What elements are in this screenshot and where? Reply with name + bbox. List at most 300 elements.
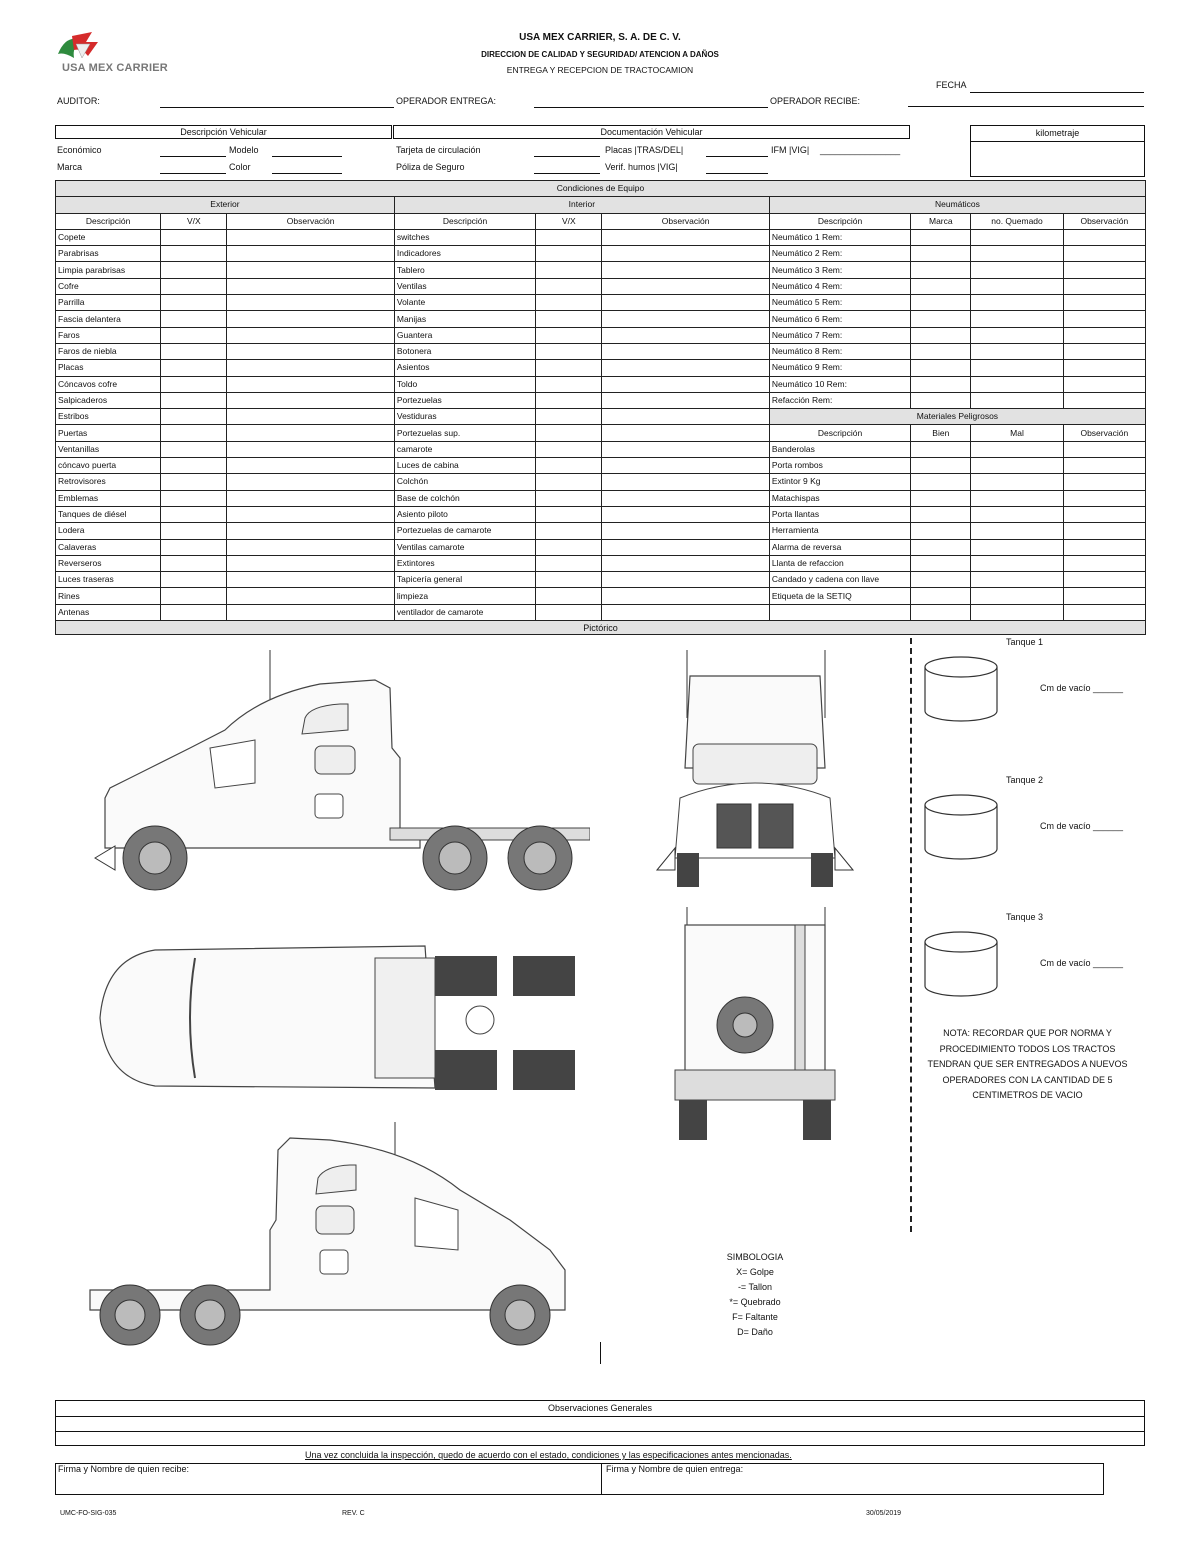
exterior-obs-cell[interactable]: [227, 295, 394, 311]
interior-obs-cell[interactable]: [602, 229, 769, 245]
observaciones-box[interactable]: [55, 1400, 1145, 1446]
exterior-obs-cell[interactable]: [227, 360, 394, 376]
exterior-obs-cell[interactable]: [227, 327, 394, 343]
interior-obs-cell[interactable]: [602, 246, 769, 262]
neumatico-obs-cell[interactable]: [1063, 229, 1145, 245]
simbologia-block: [700, 1250, 810, 1340]
neumatico-obs-cell[interactable]: [1063, 246, 1145, 262]
color-label: Color: [229, 162, 251, 172]
col-descripcion: Descripción: [769, 425, 910, 441]
interior-obs-cell[interactable]: [602, 523, 769, 539]
tank-label: Tanque 3: [1006, 912, 1044, 922]
fecha-line-2: [908, 106, 1144, 107]
exterior-obs-cell[interactable]: [227, 278, 394, 294]
exterior-obs-cell[interactable]: [227, 262, 394, 278]
interior-vx-cell[interactable]: [536, 360, 602, 376]
exterior-vx-cell[interactable]: [161, 572, 227, 588]
material-mal-cell[interactable]: [971, 539, 1063, 555]
auditor-field[interactable]: [160, 107, 394, 108]
exterior-vx-cell[interactable]: [161, 425, 227, 441]
condition-row: [56, 555, 1146, 571]
tank-cm-vacio-field[interactable]: Cm de vacío ______: [1040, 821, 1124, 831]
neumatico-quemado-cell[interactable]: [971, 246, 1063, 262]
exterior-item: cóncavo puerta: [56, 458, 161, 474]
interior-obs-cell[interactable]: [602, 343, 769, 359]
placas-field[interactable]: [706, 156, 768, 157]
interior-vx-cell[interactable]: [536, 588, 602, 604]
interior-obs-cell[interactable]: [602, 474, 769, 490]
neumatico-quemado-cell[interactable]: [971, 262, 1063, 278]
exterior-vx-cell[interactable]: [161, 441, 227, 457]
neumatico-obs-cell[interactable]: [1063, 360, 1145, 376]
exterior-vx-cell[interactable]: [161, 311, 227, 327]
neumatico-marca-cell[interactable]: [911, 295, 971, 311]
neumatico-obs-cell[interactable]: [1063, 327, 1145, 343]
neumatico-quemado-cell[interactable]: [971, 295, 1063, 311]
col-mal: Mal: [971, 425, 1063, 441]
material-empty-cell[interactable]: [1063, 604, 1145, 620]
material-bien-cell[interactable]: [911, 539, 971, 555]
neumatico-obs-cell[interactable]: [1063, 262, 1145, 278]
condition-row: [56, 458, 1146, 474]
material-item: Etiqueta de la SETIQ: [769, 588, 910, 604]
exterior-obs-cell[interactable]: [227, 490, 394, 506]
company-name: USA MEX CARRIER, S. A. DE C. V.: [519, 32, 681, 43]
neumatico-obs-cell[interactable]: [1063, 376, 1145, 392]
tank-cm-vacio-field[interactable]: Cm de vacío ______: [1040, 958, 1124, 968]
interior-item: Guantera: [394, 327, 535, 343]
interior-vx-cell[interactable]: [536, 246, 602, 262]
marca-field[interactable]: [160, 173, 226, 174]
exterior-obs-cell[interactable]: [227, 458, 394, 474]
neumatico-item: Neumático 3 Rem:: [769, 262, 910, 278]
exterior-obs-cell[interactable]: [227, 425, 394, 441]
interior-obs-cell[interactable]: [602, 409, 769, 425]
interior-obs-cell[interactable]: [602, 506, 769, 522]
interior-item: Asientos: [394, 360, 535, 376]
simbologia-item: *= Quebrado: [729, 1297, 781, 1307]
interior-vx-cell[interactable]: [536, 409, 602, 425]
observaciones-title: Observaciones Generales: [56, 1401, 1144, 1417]
interior-obs-cell[interactable]: [602, 572, 769, 588]
material-bien-cell[interactable]: [911, 458, 971, 474]
interior-obs-cell[interactable]: [602, 278, 769, 294]
material-empty-cell[interactable]: [911, 604, 971, 620]
interior-item: switches: [394, 229, 535, 245]
condition-row: [56, 490, 1146, 506]
neumaticos-header: Neumáticos: [769, 197, 1145, 213]
col-observacion: Observación: [1063, 425, 1145, 441]
material-mal-cell[interactable]: [971, 506, 1063, 522]
col-observacion: Observación: [1063, 213, 1145, 229]
interior-item: Asiento piloto: [394, 506, 535, 522]
interior-vx-cell[interactable]: [536, 458, 602, 474]
material-item: Matachispas: [769, 490, 910, 506]
neumatico-item: Neumático 4 Rem:: [769, 278, 910, 294]
interior-vx-cell[interactable]: [536, 441, 602, 457]
exterior-obs-cell[interactable]: [227, 311, 394, 327]
exterior-vx-cell[interactable]: [161, 506, 227, 522]
exterior-item: Faros de niebla: [56, 343, 161, 359]
interior-vx-cell[interactable]: [536, 278, 602, 294]
col-marca: Marca: [911, 213, 971, 229]
interior-vx-cell[interactable]: [536, 392, 602, 408]
neumatico-obs-cell[interactable]: [1063, 392, 1145, 408]
exterior-obs-cell[interactable]: [227, 392, 394, 408]
exterior-vx-cell[interactable]: [161, 343, 227, 359]
exterior-obs-cell[interactable]: [227, 506, 394, 522]
condition-row: [56, 474, 1146, 490]
neumatico-marca-cell[interactable]: [911, 327, 971, 343]
neumatico-marca-cell[interactable]: [911, 360, 971, 376]
neumatico-item: Neumático 2 Rem:: [769, 246, 910, 262]
neumatico-obs-cell[interactable]: [1063, 295, 1145, 311]
tarjeta-label: Tarjeta de circulación: [396, 145, 481, 155]
verif-label: Verif. humos |VIG|: [605, 162, 678, 172]
condition-row: [56, 523, 1146, 539]
conditions-title: Condiciones de Equipo: [56, 181, 1146, 197]
color-field[interactable]: [272, 173, 342, 174]
material-item: Porta llantas: [769, 506, 910, 522]
interior-obs-cell[interactable]: [602, 588, 769, 604]
material-bien-cell[interactable]: [911, 572, 971, 588]
neumatico-marca-cell[interactable]: [911, 246, 971, 262]
material-obs-cell[interactable]: [1063, 506, 1145, 522]
interior-obs-cell[interactable]: [602, 311, 769, 327]
interior-vx-cell[interactable]: [536, 523, 602, 539]
interior-obs-cell[interactable]: [602, 539, 769, 555]
interior-vx-cell[interactable]: [536, 604, 602, 620]
neumatico-quemado-cell[interactable]: [971, 376, 1063, 392]
col-descripcion: Descripción: [394, 213, 535, 229]
material-mal-cell[interactable]: [971, 523, 1063, 539]
condition-row: [56, 588, 1146, 604]
exterior-vx-cell[interactable]: [161, 295, 227, 311]
material-obs-cell[interactable]: [1063, 490, 1145, 506]
exterior-vx-cell[interactable]: [161, 523, 227, 539]
observaciones-line[interactable]: [56, 1417, 1144, 1432]
interior-vx-cell[interactable]: [536, 555, 602, 571]
material-item: Alarma de reversa: [769, 539, 910, 555]
material-item: Herramienta: [769, 523, 910, 539]
exterior-obs-cell[interactable]: [227, 409, 394, 425]
material-obs-cell[interactable]: [1063, 555, 1145, 571]
interior-vx-cell[interactable]: [536, 474, 602, 490]
interior-item: Portezuelas de camarote: [394, 523, 535, 539]
firma-recibe-field[interactable]: [56, 1464, 602, 1494]
form-date: 30/05/2019: [866, 1510, 902, 1517]
tarjeta-field[interactable]: [534, 156, 600, 157]
neumatico-marca-cell[interactable]: [911, 229, 971, 245]
poliza-field[interactable]: [534, 173, 600, 174]
exterior-item: Cofre: [56, 278, 161, 294]
exterior-vx-cell[interactable]: [161, 392, 227, 408]
interior-item: Manijas: [394, 311, 535, 327]
interior-vx-cell[interactable]: [536, 295, 602, 311]
exterior-obs-cell[interactable]: [227, 604, 394, 620]
desc-vehicular-title: Descripción Vehicular: [55, 125, 392, 139]
material-obs-cell[interactable]: [1063, 523, 1145, 539]
material-bien-cell[interactable]: [911, 523, 971, 539]
interior-vx-cell[interactable]: [536, 376, 602, 392]
neumatico-item: Refacción Rem:: [769, 392, 910, 408]
exterior-vx-cell[interactable]: [161, 588, 227, 604]
interior-item: limpieza: [394, 588, 535, 604]
neumatico-obs-cell[interactable]: [1063, 278, 1145, 294]
neumatico-item: Neumático 1 Rem:: [769, 229, 910, 245]
form-code: UMC-FO-SIG-035: [60, 1510, 117, 1517]
verif-field[interactable]: [706, 173, 768, 174]
interior-obs-cell[interactable]: [602, 376, 769, 392]
interior-obs-cell[interactable]: [602, 327, 769, 343]
exterior-vx-cell[interactable]: [161, 604, 227, 620]
neumatico-item: Neumático 7 Rem:: [769, 327, 910, 343]
neumatico-item: Neumático 8 Rem:: [769, 343, 910, 359]
interior-obs-cell[interactable]: [602, 555, 769, 571]
interior-header: Interior: [394, 197, 769, 213]
exterior-obs-cell[interactable]: [227, 229, 394, 245]
col-observacion: Observación: [227, 213, 394, 229]
truck-side-view-right: [80, 1120, 580, 1350]
firma-entrega-field[interactable]: [606, 1464, 743, 1474]
exterior-item: Cóncavos cofre: [56, 376, 161, 392]
material-obs-cell[interactable]: [1063, 539, 1145, 555]
interior-obs-cell[interactable]: [602, 360, 769, 376]
form-revision: REV. C: [342, 1510, 365, 1517]
placas-label: Placas |TRAS/DEL|: [605, 145, 684, 155]
truck-side-view-left: [90, 648, 590, 893]
exterior-obs-cell[interactable]: [227, 539, 394, 555]
material-item: Extintor 9 Kg: [769, 474, 910, 490]
col-bien: Bien: [911, 425, 971, 441]
neumatico-quemado-cell[interactable]: [971, 360, 1063, 376]
interior-item: Luces de cabina: [394, 458, 535, 474]
condition-row: [56, 262, 1146, 278]
economico-field[interactable]: [160, 156, 226, 157]
condition-row: [56, 246, 1146, 262]
interior-vx-cell[interactable]: [536, 490, 602, 506]
material-bien-cell[interactable]: [911, 506, 971, 522]
interior-obs-cell[interactable]: [602, 392, 769, 408]
simbologia-item: X= Golpe: [736, 1267, 774, 1277]
exterior-item: Faros: [56, 327, 161, 343]
col-observacion: Observación: [602, 213, 769, 229]
interior-obs-cell[interactable]: [602, 262, 769, 278]
firma-entrega-label: Firma y Nombre de quien entrega:: [606, 1464, 744, 1474]
condition-row: [56, 360, 1146, 376]
material-bien-cell[interactable]: [911, 588, 971, 604]
modelo-field[interactable]: [272, 156, 342, 157]
interior-vx-cell[interactable]: [536, 327, 602, 343]
interior-vx-cell[interactable]: [536, 572, 602, 588]
exterior-obs-cell[interactable]: [227, 588, 394, 604]
exterior-item: Estribos: [56, 409, 161, 425]
neumatico-marca-cell[interactable]: [911, 278, 971, 294]
interior-item: Base de colchón: [394, 490, 535, 506]
interior-vx-cell[interactable]: [536, 262, 602, 278]
neumatico-quemado-cell[interactable]: [971, 278, 1063, 294]
modelo-label: Modelo: [229, 145, 259, 155]
condition-row: [56, 327, 1146, 343]
simbologia-title: SIMBOLOGIA: [726, 1252, 784, 1262]
interior-obs-cell[interactable]: [602, 295, 769, 311]
exterior-item: Tanques de diésel: [56, 506, 161, 522]
department-name: DIRECCION DE CALIDAD Y SEGURIDAD/ ATENCION A DAÑOS: [481, 50, 719, 59]
neumatico-marca-cell[interactable]: [911, 376, 971, 392]
exterior-obs-cell[interactable]: [227, 555, 394, 571]
truck-front-view: [655, 648, 855, 893]
marca-label: Marca: [57, 162, 83, 172]
interior-obs-cell[interactable]: [602, 441, 769, 457]
material-obs-cell[interactable]: [1063, 588, 1145, 604]
interior-item: Ventilas camarote: [394, 539, 535, 555]
col-quemado: no. Quemado: [971, 213, 1063, 229]
simbologia-item: -= Tallon: [737, 1282, 773, 1292]
exterior-item: Limpia parabrisas: [56, 262, 161, 278]
firma-recibe-label: Firma y Nombre de quien recibe:: [58, 1464, 190, 1474]
exterior-item: Emblemas: [56, 490, 161, 506]
material-mal-cell[interactable]: [971, 441, 1063, 457]
neumatico-obs-cell[interactable]: [1063, 343, 1145, 359]
tank-cm-vacio-field[interactable]: Cm de vacío ______: [1040, 683, 1124, 693]
material-item: Candado y cadena con llave: [769, 572, 910, 588]
exterior-vx-cell[interactable]: [161, 458, 227, 474]
neumatico-quemado-cell[interactable]: [971, 311, 1063, 327]
agreement-text: Una vez concluida la inspección, quedo de acuerdo con el estado, condiciones y las especificaciones antes mencionadas.: [305, 1450, 792, 1460]
exterior-vx-cell[interactable]: [161, 539, 227, 555]
interior-obs-cell[interactable]: [602, 490, 769, 506]
condition-row: [56, 506, 1146, 522]
exterior-obs-cell[interactable]: [227, 572, 394, 588]
neumatico-marca-cell[interactable]: [911, 392, 971, 408]
material-bien-cell[interactable]: [911, 441, 971, 457]
exterior-item: Retrovisores: [56, 474, 161, 490]
exterior-vx-cell[interactable]: [161, 409, 227, 425]
exterior-header: Exterior: [56, 197, 395, 213]
interior-item: ventilador de camarote: [394, 604, 535, 620]
truck-top-view: [95, 938, 595, 1098]
operador-entrega-field[interactable]: [534, 107, 768, 108]
condition-row: [56, 409, 1146, 425]
exterior-item: Puertas: [56, 425, 161, 441]
exterior-vx-cell[interactable]: [161, 246, 227, 262]
col-vx: V/X: [161, 213, 227, 229]
exterior-item: Placas: [56, 360, 161, 376]
exterior-vx-cell[interactable]: [161, 360, 227, 376]
pictorico-separator: [910, 638, 912, 1232]
material-mal-cell[interactable]: [971, 555, 1063, 571]
exterior-obs-cell[interactable]: [227, 474, 394, 490]
interior-item: Ventilas: [394, 278, 535, 294]
interior-vx-cell[interactable]: [536, 311, 602, 327]
material-obs-cell[interactable]: [1063, 572, 1145, 588]
interior-vx-cell[interactable]: [536, 425, 602, 441]
exterior-vx-cell[interactable]: [161, 229, 227, 245]
col-descripcion: Descripción: [769, 213, 910, 229]
exterior-vx-cell[interactable]: [161, 490, 227, 506]
neumatico-quemado-cell[interactable]: [971, 327, 1063, 343]
condition-row: [56, 278, 1146, 294]
material-empty-cell[interactable]: [971, 604, 1063, 620]
material-bien-cell[interactable]: [911, 474, 971, 490]
interior-vx-cell[interactable]: [536, 229, 602, 245]
tank-cylinder-icon: [922, 653, 1000, 725]
ifm-field[interactable]: ________________: [820, 145, 901, 155]
material-obs-cell[interactable]: [1063, 441, 1145, 457]
condition-row: [56, 539, 1146, 555]
material-mal-cell[interactable]: [971, 490, 1063, 506]
exterior-vx-cell[interactable]: [161, 278, 227, 294]
exterior-item: Salpicaderos: [56, 392, 161, 408]
nota-line: TENDRAN QUE SER ENTREGADOS A NUEVOS: [927, 1059, 1128, 1069]
material-empty-cell[interactable]: [769, 604, 910, 620]
material-mal-cell[interactable]: [971, 588, 1063, 604]
exterior-vx-cell[interactable]: [161, 555, 227, 571]
exterior-obs-cell[interactable]: [227, 523, 394, 539]
exterior-vx-cell[interactable]: [161, 376, 227, 392]
exterior-obs-cell[interactable]: [227, 343, 394, 359]
truck-rear-view: [655, 905, 855, 1150]
condition-row: [56, 343, 1146, 359]
interior-vx-cell[interactable]: [536, 506, 602, 522]
interior-obs-cell[interactable]: [602, 458, 769, 474]
material-mal-cell[interactable]: [971, 474, 1063, 490]
economico-label: Económico: [57, 145, 102, 155]
exterior-item: Rines: [56, 588, 161, 604]
material-bien-cell[interactable]: [911, 490, 971, 506]
nota-line: NOTA: RECORDAR QUE POR NORMA Y: [943, 1028, 1112, 1038]
conditions-table: [55, 180, 1146, 621]
exterior-obs-cell[interactable]: [227, 376, 394, 392]
neumatico-obs-cell[interactable]: [1063, 311, 1145, 327]
material-mal-cell[interactable]: [971, 458, 1063, 474]
nota-line: OPERADORES CON LA CANTIDAD DE 5: [942, 1074, 1113, 1085]
fecha-field[interactable]: [970, 92, 1144, 93]
exterior-item: Fascia delantera: [56, 311, 161, 327]
exterior-item: Calaveras: [56, 539, 161, 555]
interior-vx-cell[interactable]: [536, 343, 602, 359]
material-item: Llanta de refaccion: [769, 555, 910, 571]
exterior-obs-cell[interactable]: [227, 246, 394, 262]
nota-line: PROCEDIMIENTO TODOS LOS TRACTOS: [939, 1043, 1116, 1054]
neumatico-marca-cell[interactable]: [911, 311, 971, 327]
interior-obs-cell[interactable]: [602, 425, 769, 441]
kilometraje-box[interactable]: [970, 125, 1145, 177]
neumatico-quemado-cell[interactable]: [971, 343, 1063, 359]
interior-item: Tapicería general: [394, 572, 535, 588]
simbologia-item: D= Daño: [737, 1327, 773, 1337]
neumatico-marca-cell[interactable]: [911, 262, 971, 278]
firmas-box: [55, 1463, 1104, 1495]
exterior-vx-cell[interactable]: [161, 262, 227, 278]
exterior-vx-cell[interactable]: [161, 474, 227, 490]
neumatico-quemado-cell[interactable]: [971, 392, 1063, 408]
materiales-header: Materiales Peligrosos: [769, 409, 1145, 425]
divider-mark: [600, 1342, 601, 1364]
material-bien-cell[interactable]: [911, 555, 971, 571]
neumatico-marca-cell[interactable]: [911, 343, 971, 359]
material-obs-cell[interactable]: [1063, 458, 1145, 474]
interior-obs-cell[interactable]: [602, 604, 769, 620]
interior-item: Extintores: [394, 555, 535, 571]
material-mal-cell[interactable]: [971, 572, 1063, 588]
neumatico-quemado-cell[interactable]: [971, 229, 1063, 245]
exterior-vx-cell[interactable]: [161, 327, 227, 343]
exterior-obs-cell[interactable]: [227, 441, 394, 457]
interior-vx-cell[interactable]: [536, 539, 602, 555]
nota-line: CENTIMETROS DE VACIO: [972, 1090, 1083, 1100]
material-obs-cell[interactable]: [1063, 474, 1145, 490]
